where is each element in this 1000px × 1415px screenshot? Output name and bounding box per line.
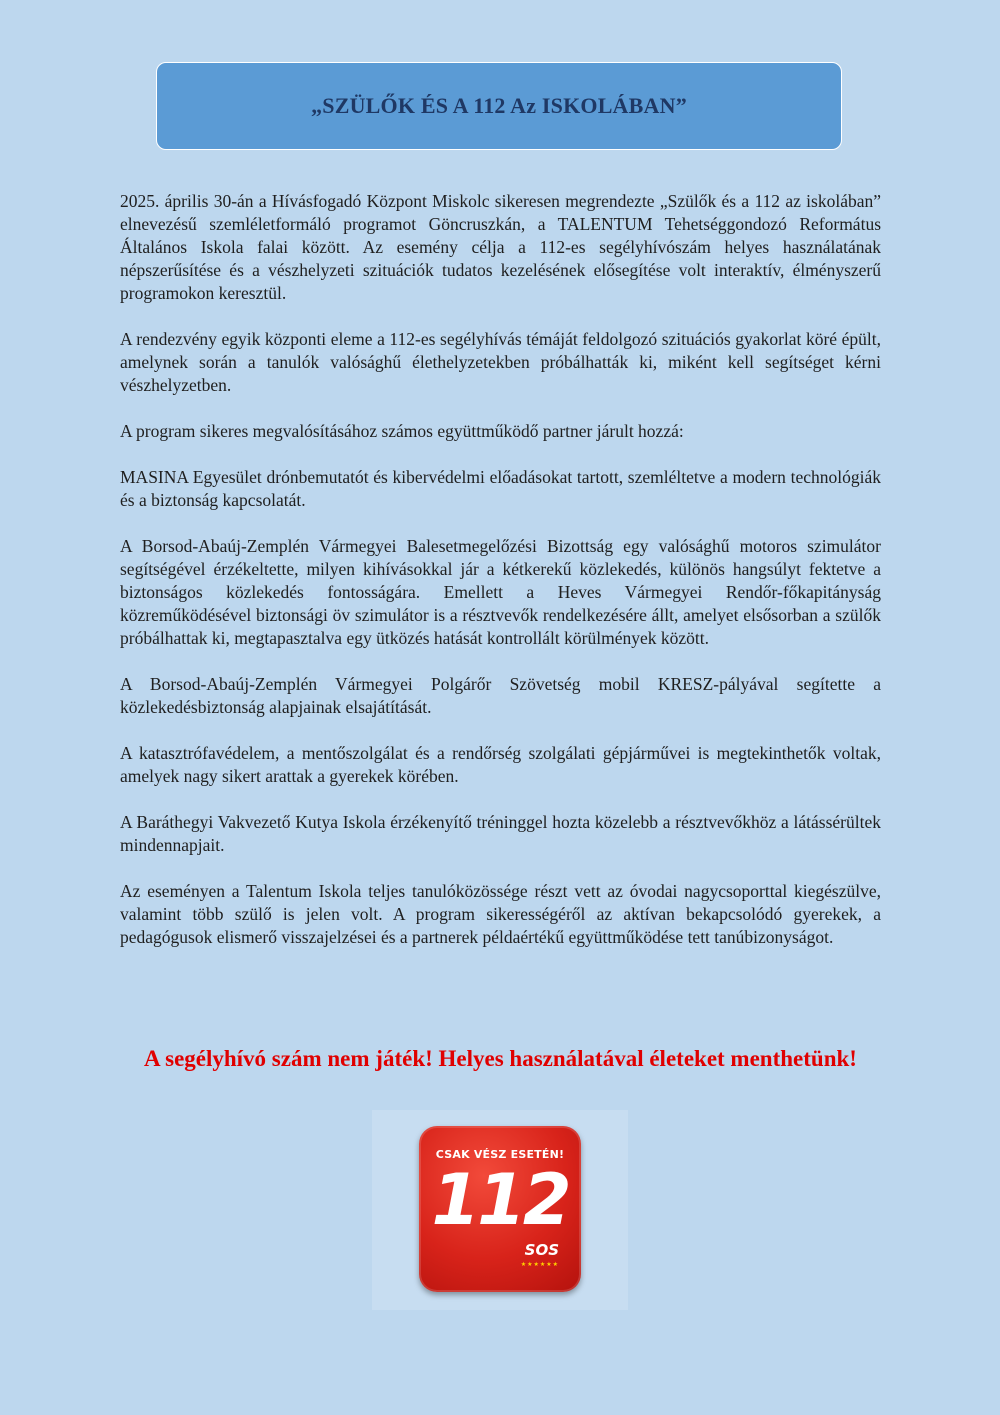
- paragraph-accident-prevention: A Borsod-Abaúj-Zemplén Vármegyei Balesetmegelőzési Bizottság egy valósághű motoros szimulátor segítségével érzékeltette, milyen kihívásokkal jár a kétkerekű közlekedés, különös hangsúlyt fektetve a biztonságos közlekedés fontosságára. Emellett a Heves Vármegyei Rendőr-főkapitányság közreműködésével biztonsági öv szimulátor is a résztvevők rendelkezésére állt, amelyet elsősorban a szülők próbálhattak ki, megtapasztalva egy ütközés hatását kontrollált körülmények között.: [120, 536, 881, 648]
- paragraph-exercise: A rendezvény egyik központi eleme a 112-es segélyhívás témáját feldolgozó szituációs gyakorlat köré épült, amelynek során a tanulók valósághű élethelyzetekben próbálhatták ki, miként kell segítséget kérni vészhelyzetben.: [120, 329, 881, 395]
- slogan: A segélyhívó szám nem játék! Helyes használatával életeket menthetünk!: [144, 1046, 857, 1071]
- paragraph-partners-intro: A program sikeres megvalósításához számos együttműködő partner járult hozzá:: [120, 421, 684, 441]
- title-banner: [156, 62, 842, 150]
- paragraph-civil-guard: A Borsod-Abaúj-Zemplén Vármegyei Polgárőr Szövetség mobil KRESZ-pályával segítette a közlekedésbiztonság alapjainak elsajátítását.: [120, 674, 881, 717]
- article-body: [120, 190, 881, 972]
- stars-icon: ★★★★★★: [520, 1262, 559, 1268]
- page-title: „SZÜLŐK ÉS A 112 Az ISKOLÁBAN”: [311, 93, 687, 118]
- paragraph-guide-dog-school: A Baráthegyi Vakvezető Kutya Iskola érzékenyítő tréninggel hozta közelebb a résztvevőkhöz a látássérültek mindennapjait.: [120, 812, 881, 855]
- logo-top-text: CSAK VÉSZ ESETÉN!: [435, 1148, 565, 1161]
- logo-number: 112: [431, 1159, 569, 1241]
- paragraph-masina: MASINA Egyesület drónbemutatót és kibervédelmi előadásokat tartott, szemléltetve a modern technológiák és a biztonság kapcsolatát.: [120, 467, 881, 510]
- 112-logo: [419, 1126, 581, 1292]
- paragraph-intro: 2025. április 30-án a Hívásfogadó Központ Miskolc sikeresen megrendezte „Szülők és a 112 az iskolában” elnevezésű szemléletformáló programot Göncruszkán, a TALENTUM Tehetséggondozó Református Általános Iskola falai között. Az esemény célja a 112-es segélyhívószám helyes használatának népszerűsítése és a vészhelyzeti szituációk tudatos kezelésének elősegítése volt interaktív, élményszerű programokon keresztül.: [120, 191, 881, 303]
- paragraph-emergency-vehicles: A katasztrófavédelem, a mentőszolgálat és a rendőrség szolgálati gépjárművei is megtekinthetők voltak, amelyek nagy sikert arattak a gyerekek körében.: [120, 743, 881, 786]
- logo-area: [372, 1110, 628, 1310]
- logo-sos-text: SOS: [524, 1241, 559, 1259]
- paragraph-summary: Az eseményen a Talentum Iskola teljes tanulóközössége részt vett az óvodai nagycsoporttal kiegészülve, valamint több szülő is jelen volt. A program sikerességéről az aktívan bekapcsolódó gyerekek, a pedagógusok elismerő visszajelzései és a partnerek példaértékű együttműködése tett tanúbizonyságot.: [120, 881, 881, 947]
